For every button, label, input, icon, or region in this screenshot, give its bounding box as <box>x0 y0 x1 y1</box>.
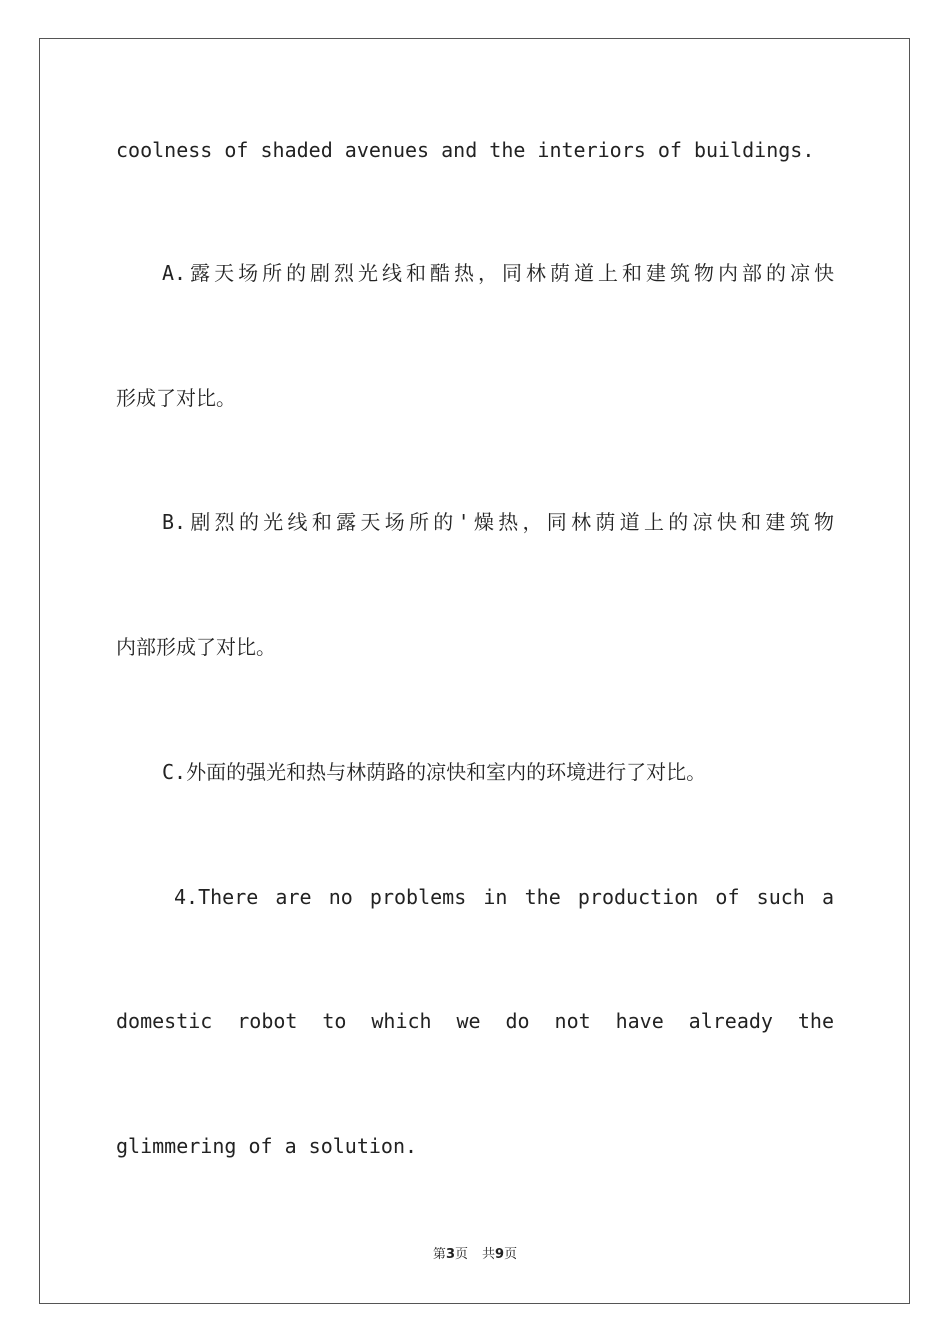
footer-total-prefix: 共 <box>482 1247 496 1262</box>
page-footer <box>0 1246 950 1264</box>
question-4-line-2: domestic robot to which we do not have already the <box>116 1009 834 1033</box>
option-c-line-1: C.外面的强光和热与林荫路的凉快和室内的环境进行了对比。 <box>162 760 707 784</box>
footer-total-suffix: 页 <box>504 1247 518 1262</box>
option-a-line-2: 形成了对比。 <box>116 386 236 410</box>
text-line-1: coolness of shaded avenues and the interiors of buildings. <box>116 138 815 162</box>
footer-page-prefix: 第 <box>432 1247 446 1262</box>
question-4-line-1: 4.There are no problems in the production of such a <box>174 885 834 909</box>
footer-page-number: 3 <box>445 1247 455 1262</box>
option-b-line-1: B.剧烈的光线和露天场所的'燥热，同林荫道上的凉快和建筑物 <box>162 510 834 534</box>
question-4-line-3: glimmering of a solution. <box>116 1134 418 1158</box>
option-a-line-1: A.露天场所的剧烈光线和酷热，同林荫道上和建筑物内部的凉快 <box>162 261 834 285</box>
footer-page-suffix: 页 <box>454 1247 468 1262</box>
footer-total-number: 9 <box>495 1247 505 1262</box>
option-b-line-2: 内部形成了对比。 <box>116 635 276 659</box>
page-frame <box>39 38 910 1304</box>
